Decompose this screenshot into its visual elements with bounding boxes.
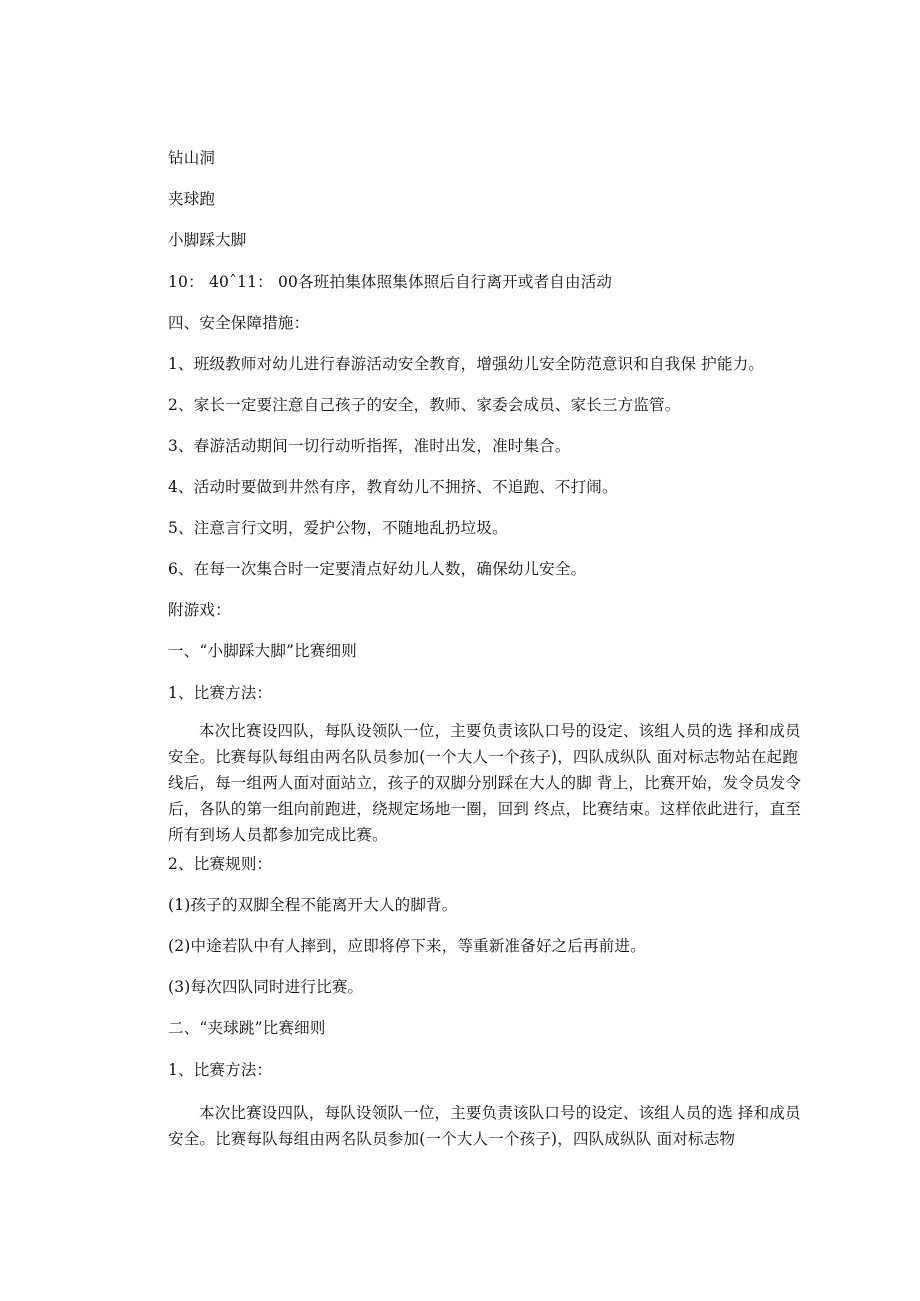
game-2-method-paragraph: 本次比赛设四队，每队设领队一位，主要负责该队口号的设定、该组人员的选 择和成员安全。比赛每队每组由两名队员参加(一个大人一个孩子)，四队成纵队 面对标志物 <box>168 1104 801 1148</box>
game-1-method-paragraph: 本次比赛设四队，每队设领队一位，主要负责该队口号的设定、该组人员的选 择和成员安全。比赛每队每组由两名队员参加(一个大人一个孩子)，四队成纵队 面对标志物站在起跑线后，每一组两人面对面站立，孩子的双脚分别踩在大人的脚 背上，比赛开始，发令员发令后，各队的第一组向前跑进，绕规定场地一圈，回到 终点，比赛结束。这样依此进行，直至所有到场人员都参加完成比赛。 <box>168 722 802 844</box>
appendix-heading: 附游戏： <box>168 601 231 619</box>
game-1-heading: 一、“小脚踩大脚”比赛细则 <box>168 642 357 660</box>
game-1-rule-1: (1)孩子的双脚全程不能离开大人的脚背。 <box>168 896 458 914</box>
schedule-line: 10： 40ˆ11： 00各班拍集体照集体照后自行离开或者自由活动 <box>168 273 613 291</box>
game-2-heading: 二、“夹球跳”比赛细则 <box>168 1019 326 1037</box>
safety-item-6: 6、在每一次集合时一定要清点好幼儿人数，确保幼儿安全。 <box>168 560 587 578</box>
activity-item-jiaqiupao: 夹球跑 <box>168 190 216 208</box>
safety-item-3: 3、春游活动期间一切行动听指挥，准时出发，准时集合。 <box>168 437 571 455</box>
activity-item-zuanshandong: 钻山洞 <box>168 149 216 167</box>
game-1-rule-2: (2)中途若队中有人摔到，应即将停下来，等重新准备好之后再前进。 <box>168 937 646 955</box>
activity-item-xiaojiaocaidajiao: 小脚踩大脚 <box>168 231 247 249</box>
game-1-method-heading: 1、比赛方法： <box>168 684 273 702</box>
game-1-rules-heading: 2、比赛规则： <box>168 855 273 873</box>
section-heading-safety: 四、安全保障措施： <box>168 314 310 332</box>
game-2-method-heading: 1、比赛方法： <box>168 1061 273 1079</box>
safety-item-4: 4、活动时要做到井然有序，教育幼儿不拥挤、不追跑、不打闹。 <box>168 478 618 496</box>
safety-item-1: 1、班级教师对幼儿进行春游活动安全教育，增强幼儿安全防范意识和自我保 护能力。 <box>168 355 765 373</box>
safety-item-5: 5、注意言行文明，爱护公物，不随地乱扔垃圾。 <box>168 519 508 537</box>
game-1-rule-3: (3)每次四队同时进行比赛。 <box>168 978 364 996</box>
safety-item-2: 2、家长一定要注意自己孩子的安全，教师、家委会成员、家长三方监管。 <box>168 396 681 414</box>
